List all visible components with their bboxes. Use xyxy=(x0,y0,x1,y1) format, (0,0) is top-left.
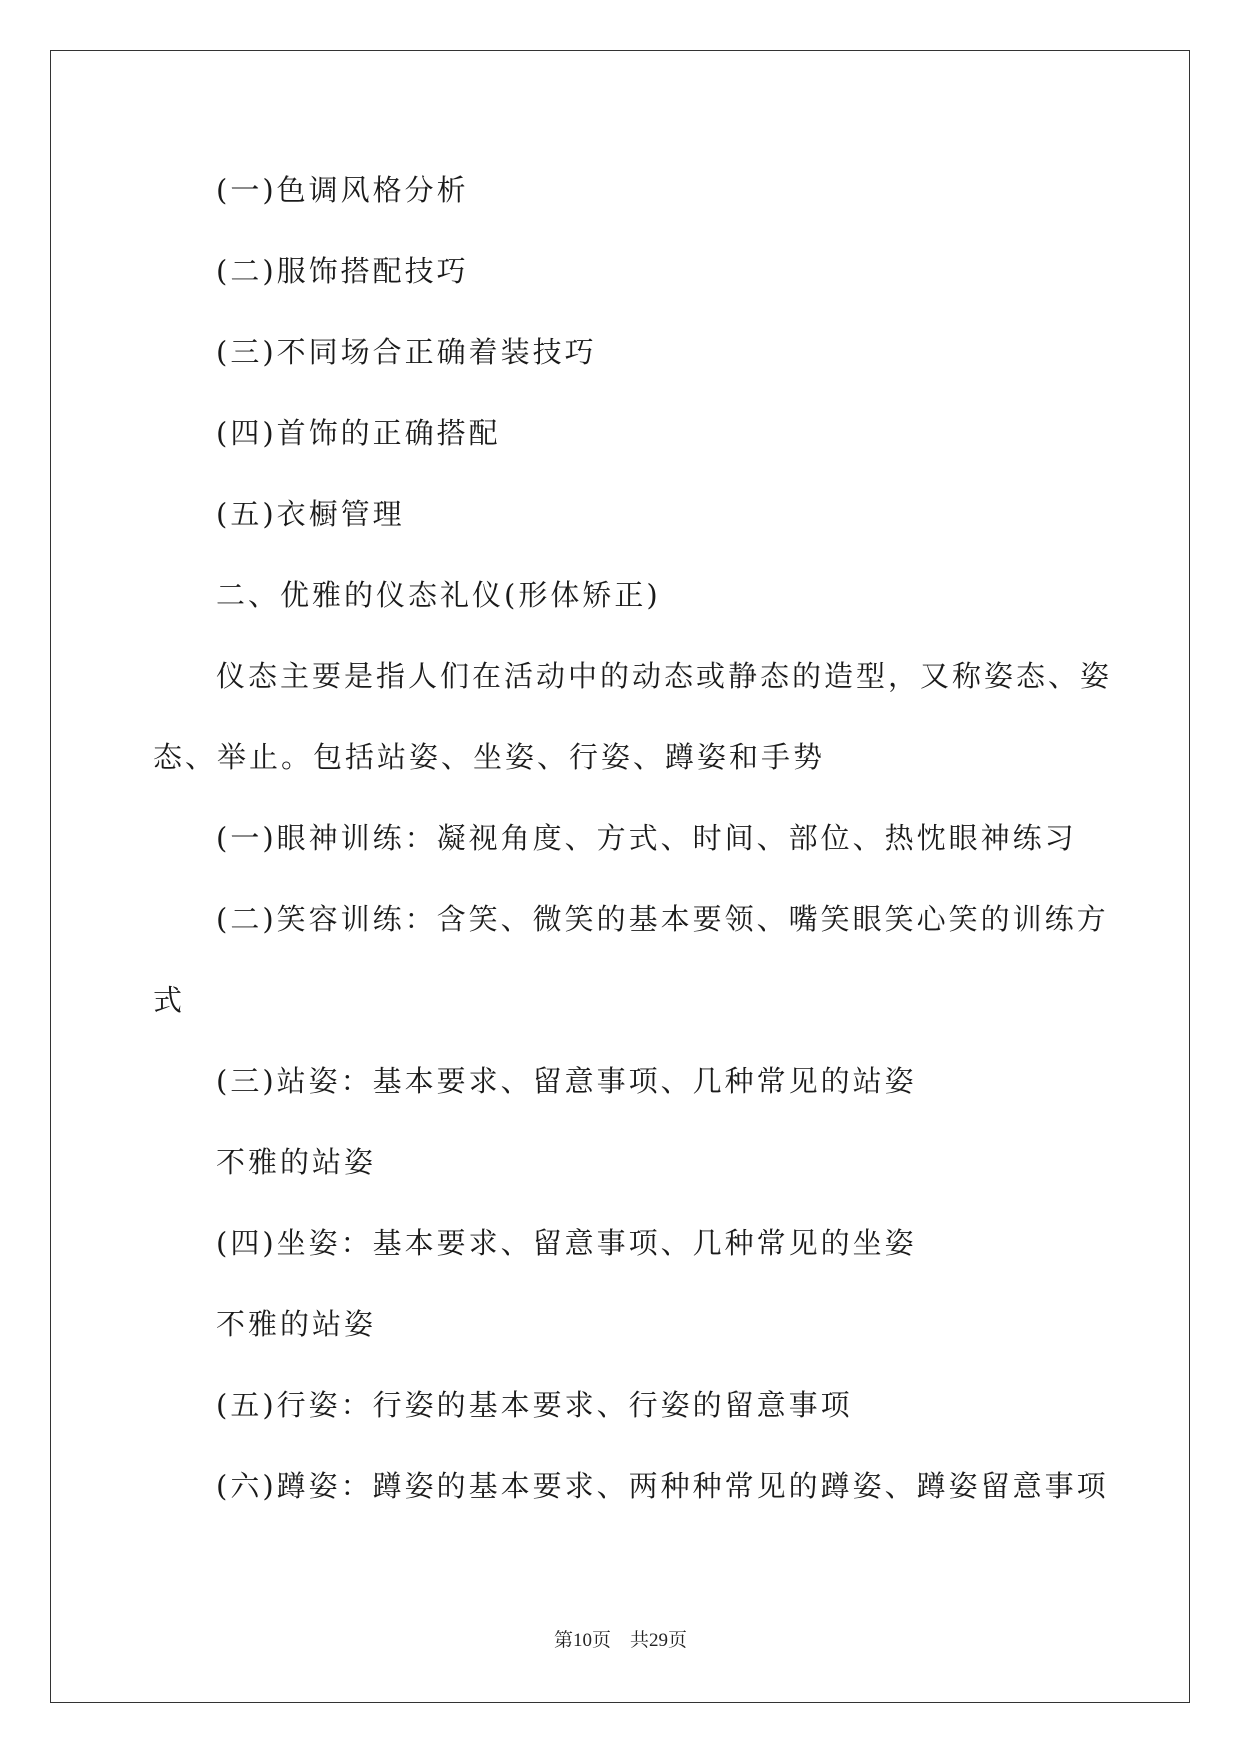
section-heading: 二、优雅的仪态礼仪(形体矫正) xyxy=(216,578,661,612)
paragraph-1: (一)色调风格分析 xyxy=(216,173,469,207)
paragraph-4: (四)首饰的正确搭配 xyxy=(216,416,501,450)
paragraph-13: 不雅的站姿 xyxy=(216,1307,377,1341)
paragraph-5: (五)衣橱管理 xyxy=(216,497,405,531)
page-number-footer: 第10页 共29页 xyxy=(553,1630,687,1651)
paragraph-2: (二)服饰搭配技巧 xyxy=(216,254,469,288)
paragraph-12: (四)坐姿：基本要求、留意事项、几种常见的坐姿 xyxy=(216,1226,917,1260)
paragraph-15: (六)蹲姿：蹲姿的基本要求、两种种常见的蹲姿、蹲姿留意事项 xyxy=(216,1469,1109,1503)
paragraph-9: (二)笑容训练：含笑、微笑的基本要领、嘴笑眼笑心笑的训练方 xyxy=(216,902,1109,936)
paragraph-14: (五)行姿：行姿的基本要求、行姿的留意事项 xyxy=(216,1388,853,1422)
page-frame xyxy=(50,50,1190,1703)
paragraph-8: (一)眼神训练：凝视角度、方式、时间、部位、热忱眼神练习 xyxy=(216,821,1077,855)
paragraph-11: 不雅的站姿 xyxy=(216,1145,377,1179)
paragraph-3: (三)不同场合正确着装技巧 xyxy=(216,335,597,369)
paragraph-7-continued: 态、举止。包括站姿、坐姿、行姿、蹲姿和手势 xyxy=(153,740,826,774)
paragraph-10: (三)站姿：基本要求、留意事项、几种常见的站姿 xyxy=(216,1064,917,1098)
paragraph-9-continued: 式 xyxy=(153,983,186,1017)
paragraph-7: 仪态主要是指人们在活动中的动态或静态的造型，又称姿态、姿 xyxy=(216,659,1113,693)
